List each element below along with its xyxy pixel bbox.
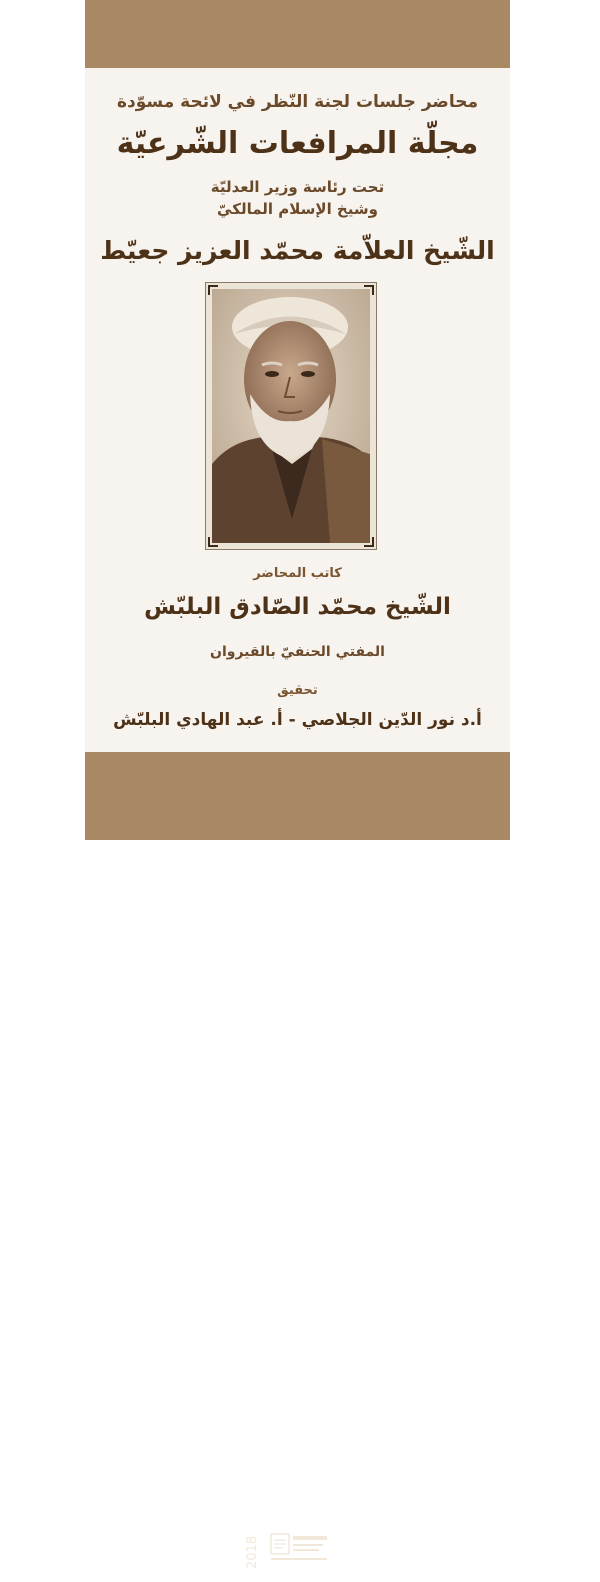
patron-name: الشّيخ العلاّمة محمّد العزيز جعيّط bbox=[100, 236, 495, 265]
author-name: الشّيخ محمّد الصّادق البلبّش bbox=[144, 594, 451, 620]
publisher-logo-icon bbox=[269, 1530, 329, 1568]
cover-subtitle: محاضر جلسات لجنة النّظر في لائحة مسوّدة bbox=[117, 92, 478, 112]
author-title: المفتي الحنفيّ بالقيروان bbox=[210, 644, 385, 660]
cover-title: مجلّة المرافعات الشّرعيّة bbox=[116, 126, 479, 161]
portrait-photo bbox=[212, 289, 370, 543]
editors: أ.د نور الدّين الجلاصي - أ. عبد الهادي البلبّش bbox=[113, 710, 482, 730]
frame-corner bbox=[208, 285, 218, 295]
author-label: كاتب المحاضر bbox=[253, 566, 342, 581]
book-cover bbox=[85, 0, 510, 1569]
top-band bbox=[85, 0, 510, 68]
portrait-frame bbox=[205, 282, 377, 550]
editor-label: تحقيق bbox=[277, 683, 318, 698]
frame-corner bbox=[364, 285, 374, 295]
frame-corner bbox=[364, 537, 374, 547]
publication-year: 2018 bbox=[245, 1535, 260, 1569]
patronage-line-2: وشيخ الإسلام المالكيّ bbox=[217, 200, 378, 218]
bottom-band bbox=[85, 752, 510, 1569]
frame-corner bbox=[208, 537, 218, 547]
patronage-line-1: تحت رئاسة وزير العدليّة bbox=[210, 178, 385, 196]
